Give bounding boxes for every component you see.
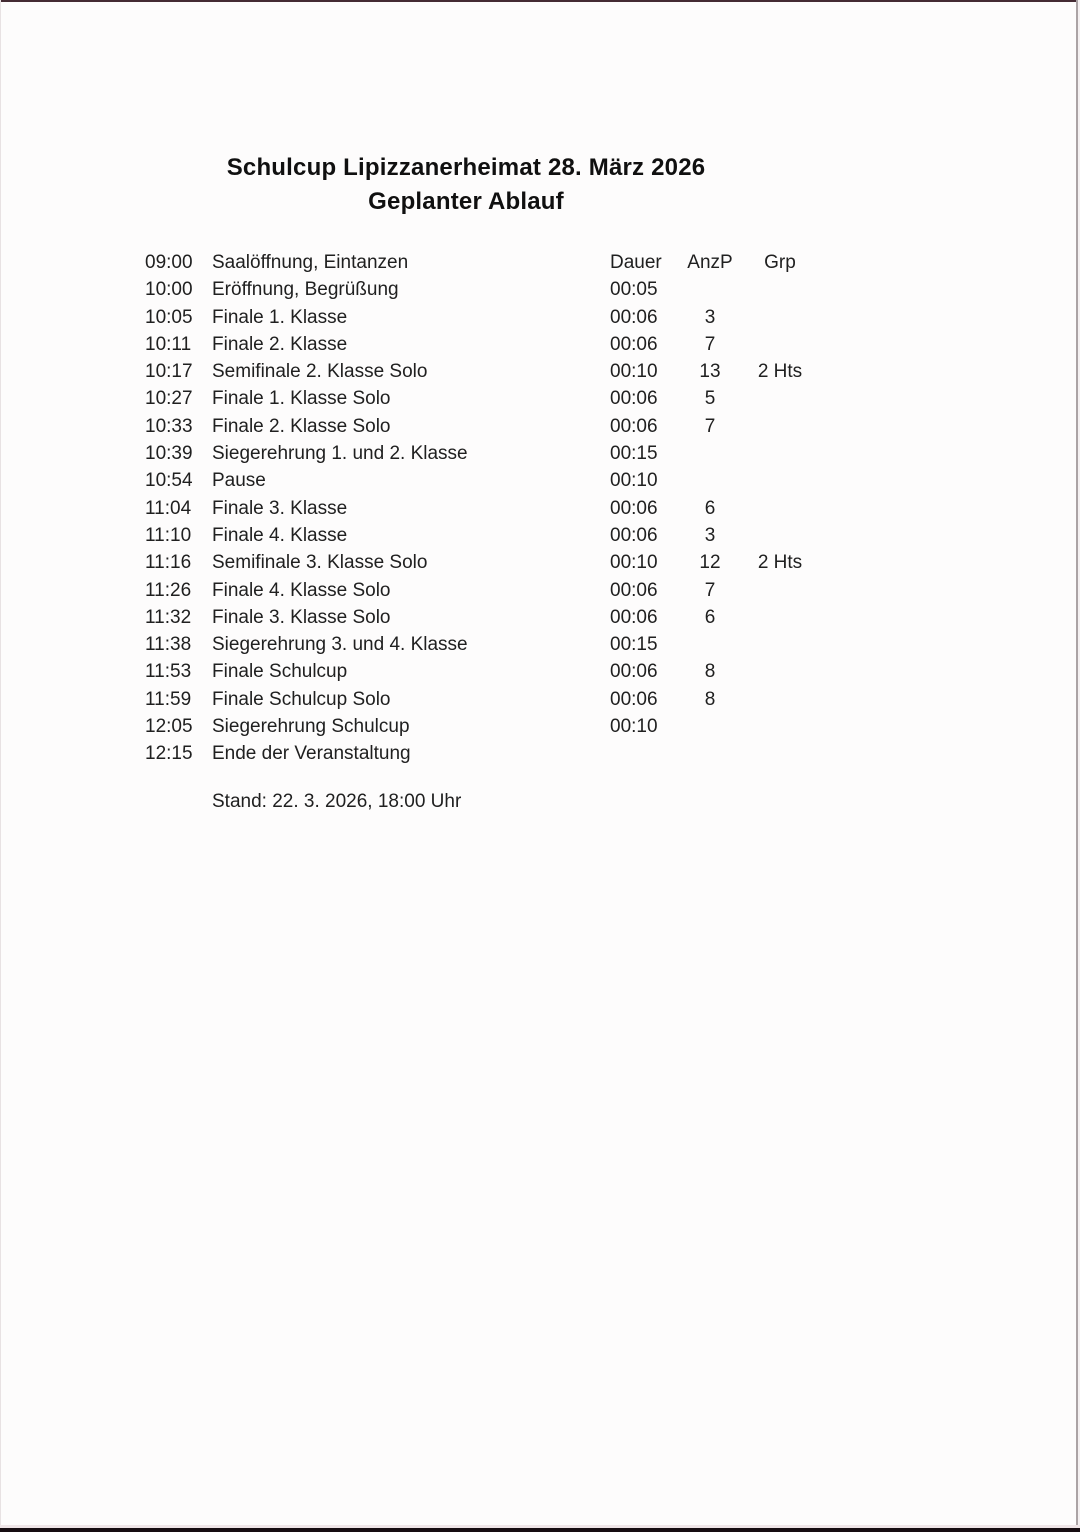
row-time: 11:59: [145, 688, 192, 710]
column-header-grp: Grp: [764, 252, 796, 273]
row-anzp: 7: [704, 415, 716, 437]
row-duration: 00:06: [610, 661, 658, 683]
table-row: [145, 604, 820, 631]
table-row: [145, 740, 820, 767]
row-event: Pause: [212, 470, 266, 492]
row-time: 10:05: [145, 306, 193, 328]
row-event: Finale 3. Klasse: [212, 497, 348, 519]
table-row: [145, 577, 820, 604]
row-grp: 2 Hts: [757, 361, 803, 383]
row-time: 11:04: [145, 497, 192, 519]
row-anzp: 13: [699, 361, 721, 383]
row-anzp: 7: [704, 333, 716, 355]
row-duration: 00:06: [610, 606, 658, 628]
row-event: Finale Schulcup Solo: [212, 688, 391, 710]
row-time: 11:16: [145, 552, 192, 574]
row-event: Eröffnung, Begrüßung: [212, 279, 399, 301]
row-duration: 00:06: [610, 388, 658, 410]
row-anzp: 8: [704, 661, 716, 683]
row-anzp: 6: [704, 497, 716, 519]
schedule-table: [145, 249, 820, 768]
row-time: 11:53: [145, 661, 192, 683]
row-event: Finale 2. Klasse Solo: [212, 415, 391, 437]
row-time: 10:00: [145, 279, 193, 301]
row-time: 11:10: [145, 524, 192, 546]
page-bottom-border: [0, 1528, 1080, 1532]
row-duration: 00:06: [610, 497, 658, 519]
row-event: Finale 1. Klasse Solo: [212, 388, 391, 410]
row-anzp: 7: [704, 579, 716, 601]
row-event: Siegerehrung 3. und 4. Klasse: [212, 634, 468, 656]
row-event: Finale 4. Klasse Solo: [212, 579, 391, 601]
row-event: Siegerehrung 1. und 2. Klasse: [212, 443, 468, 465]
row-time: 10:54: [145, 470, 193, 492]
row-anzp: 5: [704, 388, 716, 410]
row-anzp: 3: [704, 306, 716, 328]
row-time: 11:38: [145, 634, 192, 656]
row-event: Finale 4. Klasse: [212, 524, 348, 546]
row-duration: 00:06: [610, 524, 658, 546]
row-time: 11:32: [145, 606, 192, 628]
row-event: Saalöffnung, Eintanzen: [212, 252, 409, 273]
document-footer: Stand: 22. 3. 2026, 18:00 Uhr: [212, 791, 462, 812]
row-time: 10:11: [145, 333, 192, 355]
page-top-border: [0, 0, 1080, 2]
row-duration: 00:06: [610, 579, 658, 601]
row-duration: 00:15: [610, 443, 658, 465]
row-duration: 00:06: [610, 415, 658, 437]
table-row: [145, 249, 820, 276]
title-line-1: Schulcup Lipizzanerheimat 28. März 2026: [226, 154, 706, 181]
table-row: [145, 440, 820, 467]
row-duration: 00:10: [610, 552, 658, 574]
table-row: [145, 522, 820, 549]
table-row: [145, 413, 820, 440]
table-row: [145, 549, 820, 576]
row-duration: 00:10: [610, 470, 658, 492]
row-event: Finale 1. Klasse: [212, 306, 348, 328]
row-duration: 00:10: [610, 716, 658, 738]
row-time: 12:05: [145, 716, 193, 738]
row-duration: 00:15: [610, 634, 658, 656]
row-duration: 00:06: [610, 306, 658, 328]
table-row: [145, 385, 820, 412]
table-row: [145, 658, 820, 685]
table-row: [145, 495, 820, 522]
document-title: [3, 151, 929, 219]
row-time: 09:00: [145, 252, 193, 273]
row-anzp: 12: [699, 552, 721, 574]
row-event: Finale Schulcup: [212, 661, 348, 683]
row-anzp: 6: [704, 606, 716, 628]
table-row: [145, 358, 820, 385]
page-left-border: [0, 0, 1, 1532]
title-line-2: Geplanter Ablauf: [368, 188, 564, 215]
row-event: Finale 3. Klasse Solo: [212, 606, 391, 628]
column-header-anzp: AnzP: [687, 252, 733, 273]
row-time: 10:33: [145, 415, 193, 437]
row-duration: 00:10: [610, 361, 658, 383]
column-header-dauer: Dauer: [610, 252, 662, 273]
table-row: [145, 713, 820, 740]
row-event: Siegerehrung Schulcup: [212, 716, 410, 738]
row-time: 10:27: [145, 388, 193, 410]
row-time: 11:26: [145, 579, 192, 601]
row-time: 10:39: [145, 443, 193, 465]
table-row: [145, 276, 820, 303]
table-row: [145, 631, 820, 658]
row-duration: 00:06: [610, 688, 658, 710]
table-row: [145, 686, 820, 713]
row-grp: 2 Hts: [757, 552, 803, 574]
row-event: Finale 2. Klasse: [212, 333, 348, 355]
row-event: Semifinale 3. Klasse Solo: [212, 552, 428, 574]
row-time: 12:15: [145, 743, 193, 765]
row-event: Semifinale 2. Klasse Solo: [212, 361, 428, 383]
table-row: [145, 331, 820, 358]
table-row: [145, 304, 820, 331]
row-event: Ende der Veranstaltung: [212, 743, 411, 765]
row-duration: 00:06: [610, 333, 658, 355]
row-time: 10:17: [145, 361, 193, 383]
row-anzp: 8: [704, 688, 716, 710]
page-right-border: [1076, 0, 1078, 1532]
row-anzp: 3: [704, 524, 716, 546]
table-row: [145, 467, 820, 494]
row-duration: 00:05: [610, 279, 658, 301]
